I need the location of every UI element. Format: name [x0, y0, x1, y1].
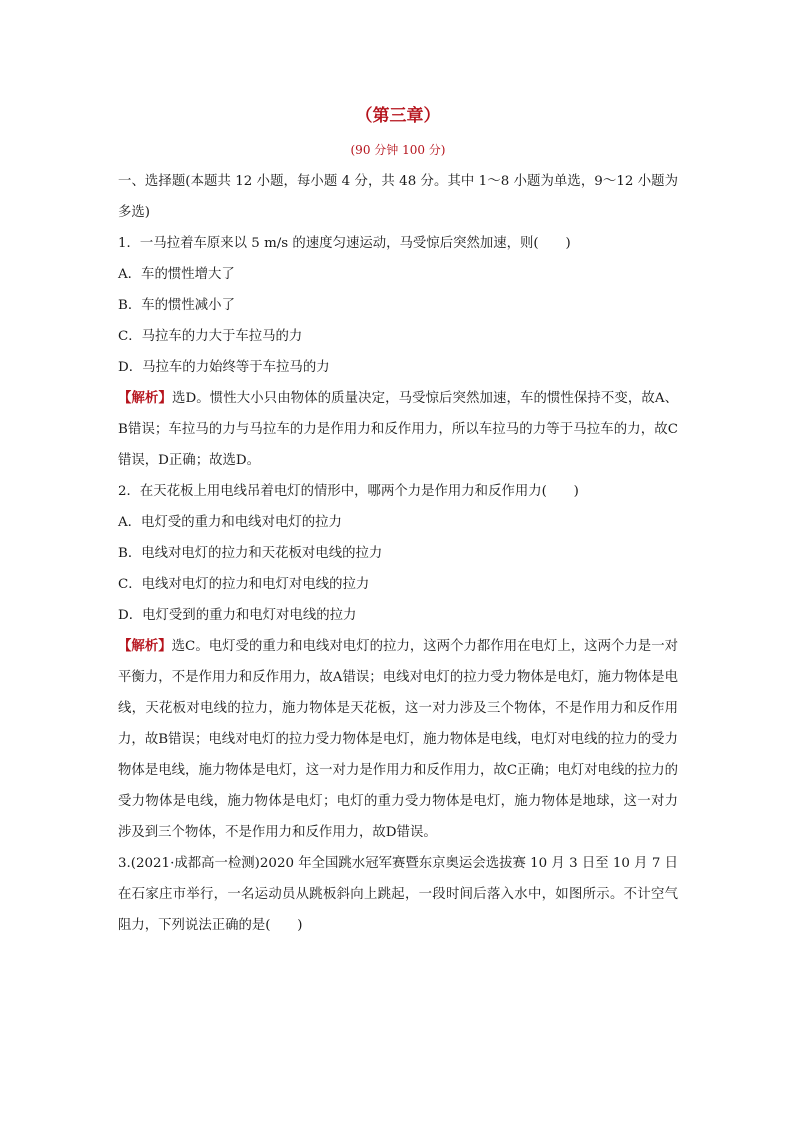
exam-duration-score: (90 分钟 100 分) — [350, 143, 446, 157]
analysis — [118, 631, 678, 848]
question-1 — [118, 228, 678, 476]
option-b: B．车的惯性减小了 — [118, 298, 235, 313]
question-3 — [118, 848, 678, 941]
question-stem: 3.(2021·成都高一检测)2020 年全国跳水冠军赛暨东京奥运会选拔赛 10 月 3 日至 10 月 7 日在石家庄市举行，一名运动员从跳板斜向上跳起，一段时间后落入水中，如图所示。不计空气阻力，下列说法正确的是( ) — [118, 856, 678, 933]
question-stem: 2．在天花板上用电线吊着电灯的情形中，哪两个力是作用力和反作用力( ) — [118, 484, 579, 499]
analysis — [118, 383, 678, 476]
option-b: B．电线对电灯的拉力和天花板对电线的拉力 — [118, 546, 383, 561]
analysis-tag: 【解析】 — [118, 390, 172, 406]
chapter-title: （第三章） — [355, 106, 441, 126]
option-a: A．车的惯性增大了 — [118, 267, 235, 282]
analysis-text: 选D。惯性大小只由物体的质量决定，马受惊后突然加速，车的惯性保持不变，故A、B错误；车拉马的力与马拉车的力是作用力和反作用力，所以车拉马的力等于马拉车的力，故C错误，D正确；故选D。 — [118, 391, 679, 468]
question-2 — [118, 476, 678, 848]
option-d: D．电灯受到的重力和电灯对电线的拉力 — [118, 608, 357, 623]
question-stem: 1．一马拉着车原来以 5 m/s 的速度匀速运动，马受惊后突然加速，则( ) — [118, 236, 571, 251]
document-page — [118, 100, 678, 941]
option-a: A．电灯受的重力和电线对电灯的拉力 — [118, 515, 342, 530]
section-heading: 一、选择题(本题共 12 小题，每小题 4 分，共 48 分。其中 1～8 小题为单选，9～12 小题为多选) — [118, 174, 678, 220]
option-c: C．马拉车的力大于车拉马的力 — [118, 329, 303, 344]
option-c: C．电线对电灯的拉力和电灯对电线的拉力 — [118, 577, 370, 592]
analysis-text: 选C。电灯受的重力和电线对电灯的拉力，这两个力都作用在电灯上，这两个力是一对平衡力，不是作用力和反作用力，故A错误；电线对电灯的拉力受力物体是电灯，施力物体是电线，天花板对电线的拉力，施力物体是天花板，这一对力涉及三个物体，不是作用力和反作用力，故B错误；电线对电灯的拉力受力物体是电灯，施力物体是电线，电灯对电线的拉力的受力物体是电线，施力物体是电灯，这一对力是作用力和反作用力，故C正确；电灯对电线的拉力的受力物体是电线，施力物体是电灯；电灯的重力受力物体是电灯，施力物体是地球，这一对力涉及到三个物体，不是作用力和反作用力，故D错误。 — [118, 639, 678, 840]
option-d: D．马拉车的力始终等于车拉马的力 — [118, 360, 330, 375]
analysis-tag: 【解析】 — [118, 638, 172, 654]
